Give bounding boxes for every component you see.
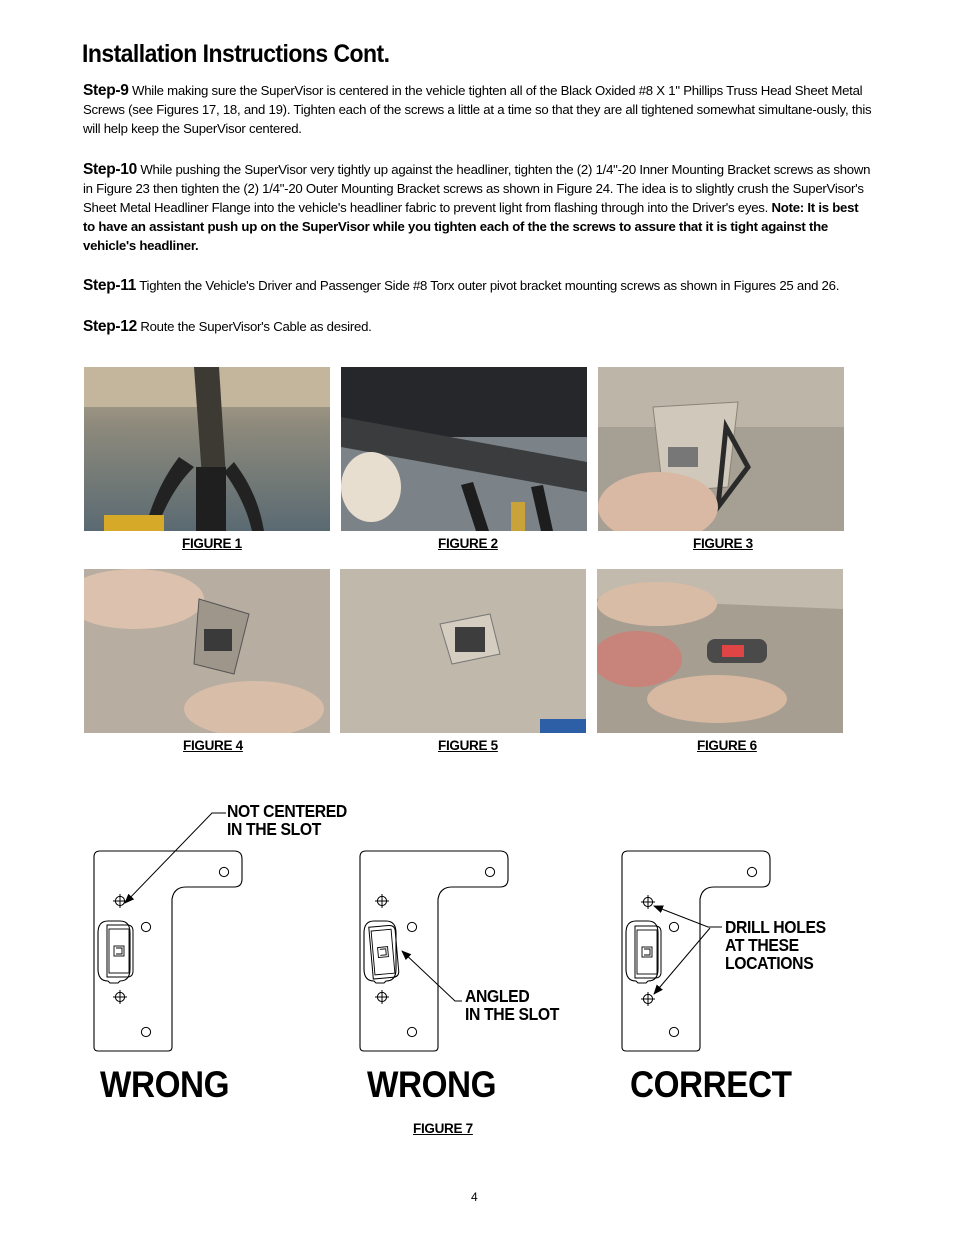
step-text: While making sure the SuperVisor is centered in the vehicle tighten all of the Black Oxided #8 X 1" Phillips Truss Head Sheet Metal Screws (see Figures 17, 18, and 19). Tighten each of the screws a little at a time so that they are all tightened somewhat simultane-ously, this will help keep the SuperVisor centered. — [83, 83, 872, 136]
step-label: Step-10 — [83, 161, 137, 178]
step-note: Note: It is best to have an assistant push up on the SuperVisor while you tighten each of the the screws to assure that it is tight against the vehicle's headliner. — [83, 200, 859, 253]
figure-3-caption: FIGURE 3 — [693, 536, 753, 551]
figure-5-caption: FIGURE 5 — [438, 738, 498, 753]
figure-6-photo — [597, 569, 843, 733]
step-11 — [83, 276, 873, 295]
figure-1-caption: FIGURE 1 — [182, 536, 242, 551]
step-text: Route the SuperVisor's Cable as desired. — [136, 319, 372, 334]
callout-drill-holes: DRILL HOLES AT THESE LOCATIONS — [725, 917, 826, 973]
figure-5-photo — [340, 569, 586, 733]
page-number: 4 — [471, 1190, 478, 1204]
step-9 — [83, 81, 873, 138]
step-label: Step-12 — [83, 318, 137, 335]
page-title: Installation Instructions Cont. — [82, 40, 390, 68]
figure-1-photo — [84, 367, 330, 531]
step-label: Step-11 — [83, 277, 137, 294]
figure-2-photo — [341, 367, 587, 531]
figure-3-photo — [598, 367, 844, 531]
step-12 — [83, 317, 873, 336]
figure-4-photo — [84, 569, 330, 733]
verdict-wrong-1: WRONG — [100, 1064, 230, 1105]
figure-7-caption: FIGURE 7 — [413, 1121, 473, 1136]
figure-6-caption: FIGURE 6 — [697, 738, 757, 753]
callout-not-centered: NOT CENTERED IN THE SLOT — [227, 801, 347, 839]
step-10 — [83, 160, 873, 255]
figure-2-caption: FIGURE 2 — [438, 536, 498, 551]
step-text: Tighten the Vehicle's Driver and Passenger Side #8 Torx outer pivot bracket mounting screws as shown in Figures 25 and 26. — [136, 278, 840, 293]
step-text: While pushing the SuperVisor very tightly up against the headliner, tighten the (2) 1/4"-20 Inner Mounting Bracket screws as shown in Figure 23 then tighten the (2) 1/4"-20 Outer Mounting Bracket screws as shown in Figure 24. The idea is to slightly crush the SuperVisor's Sheet Metal Headliner Flange into the vehicle's headliner fabric to prevent light from flashing through into the Driver's eyes. — [83, 162, 871, 215]
verdict-wrong-2: WRONG — [367, 1064, 497, 1105]
figure-4-caption: FIGURE 4 — [183, 738, 243, 753]
step-label: Step-9 — [83, 82, 129, 99]
verdict-correct: CORRECT — [630, 1064, 792, 1105]
callout-angled: ANGLED IN THE SLOT — [465, 986, 560, 1024]
